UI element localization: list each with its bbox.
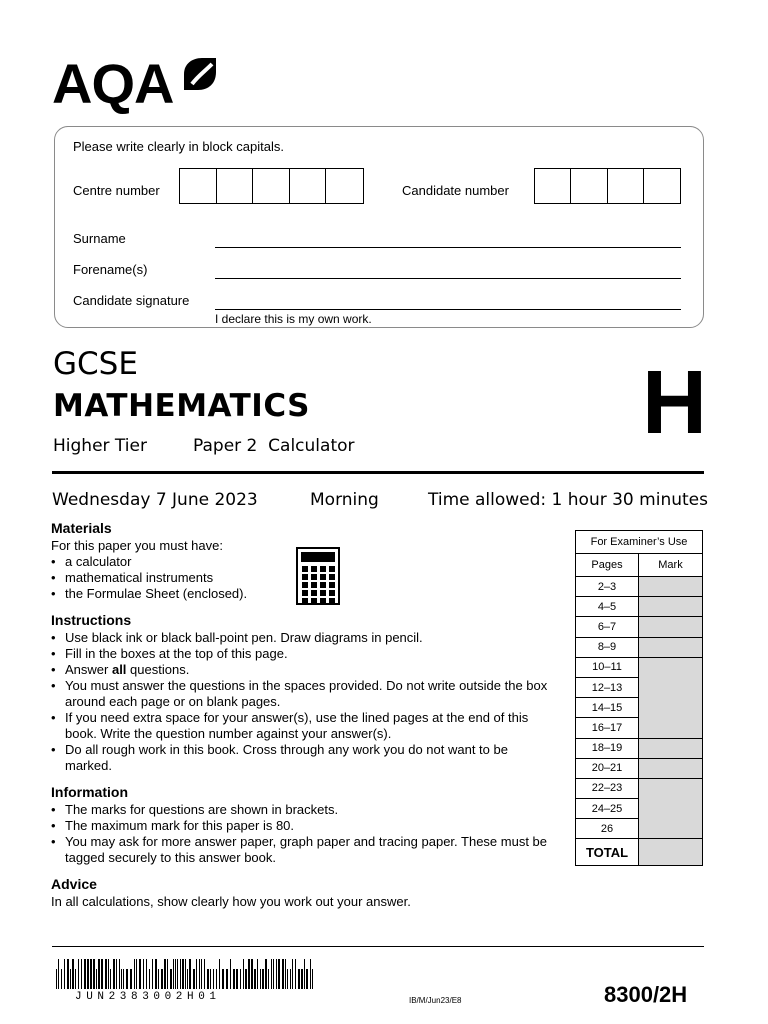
aqa-logo: AQA: [52, 52, 174, 115]
list-item: • Do all rough work in this book. Cross through any work you do not want to be marked.: [51, 742, 551, 774]
pages-cell: 2–3: [576, 577, 639, 597]
list-item: • You may ask for more answer paper, graph paper and tracing paper. These must be tagged securely to this answer book.: [51, 834, 551, 866]
pages-cell: 16–17: [576, 718, 639, 738]
list-item: • Use black ink or black ball-point pen. Draw diagrams in pencil.: [51, 630, 551, 646]
pages-cell: 14–15: [576, 698, 639, 718]
pages-cell: 12–13: [576, 677, 639, 697]
centre-number-boxes[interactable]: [179, 168, 364, 204]
information-list: [51, 802, 551, 866]
list-item: • The marks for questions are shown in brackets.: [51, 802, 551, 818]
qualification-title: GCSE: [53, 346, 138, 382]
pages-cell: 18–19: [576, 738, 639, 758]
information-heading: Information: [51, 784, 128, 800]
paper-label: Paper 2 Calculator: [193, 436, 355, 456]
leaf-logo-icon: [182, 56, 218, 92]
list-item: • Fill in the boxes at the top of this page.: [51, 646, 551, 662]
surname-label: Surname: [73, 231, 126, 246]
signature-field[interactable]: [215, 309, 681, 310]
forename-field[interactable]: [215, 278, 681, 279]
centre-number-label: Centre number: [73, 183, 160, 198]
mark-cell: [639, 758, 703, 778]
materials-intro: For this paper you must have:: [51, 538, 223, 553]
mark-cell: [639, 657, 703, 738]
mark-cell: [639, 778, 703, 839]
mark-cell: [639, 577, 703, 597]
list-item: • You must answer the questions in the spaces provided. Do not write outside the box around each page or on blank pages.: [51, 678, 551, 710]
calculator-icon: [296, 547, 340, 605]
advice-text: In all calculations, show clearly how you work out your answer.: [51, 894, 411, 909]
list-item: • The maximum mark for this paper is 80.: [51, 818, 551, 834]
pages-cell: 22–23: [576, 778, 639, 798]
time-allowed: Time allowed: 1 hour 30 minutes: [428, 490, 708, 510]
advice-heading: Advice: [51, 876, 97, 892]
subject-title: MATHEMATICS: [53, 388, 310, 424]
list-item: • mathematical instruments: [51, 570, 551, 586]
candidate-number-boxes[interactable]: [534, 168, 681, 204]
footer-divider: [52, 946, 704, 947]
examiner-use-table: [575, 530, 703, 866]
pages-cell: 4–5: [576, 597, 639, 617]
exam-date: Wednesday 7 June 2023: [52, 490, 258, 510]
list-item: • a calculator: [51, 554, 551, 570]
mark-cell: [639, 597, 703, 617]
instructions-heading: Instructions: [51, 612, 132, 628]
candidate-number-label: Candidate number: [402, 183, 509, 198]
pages-column-header: Pages: [576, 554, 639, 577]
signature-label: Candidate signature: [73, 293, 190, 308]
reference-code: IB/M/Jun23/E8: [409, 996, 462, 1005]
list-item: • the Formulae Sheet (enclosed).: [51, 586, 551, 602]
pages-cell: 8–9: [576, 637, 639, 657]
mark-cell: [639, 617, 703, 637]
total-label: TOTAL: [576, 839, 639, 866]
block-capitals-instruction: Please write clearly in block capitals.: [73, 139, 284, 154]
forename-label: Forename(s): [73, 262, 148, 277]
pages-cell: 20–21: [576, 758, 639, 778]
declaration-text: I declare this is my own work.: [215, 312, 372, 326]
list-item: • If you need extra space for your answer(s), use the lined pages at the end of this book. Write the question number against your answer(s).: [51, 710, 551, 742]
barcode-text: JUN2383002H01: [75, 991, 221, 1003]
pages-cell: 6–7: [576, 617, 639, 637]
instructions-list: [51, 630, 551, 774]
surname-field[interactable]: [215, 247, 681, 248]
exam-session: Morning: [310, 490, 379, 510]
total-mark-cell: [639, 839, 703, 866]
pages-cell: 10–11: [576, 657, 639, 677]
mark-cell: [639, 637, 703, 657]
barcode: [56, 959, 316, 989]
examiner-table-title: For Examiner’s Use: [576, 531, 703, 554]
mark-column-header: Mark: [639, 554, 703, 577]
pages-cell: 26: [576, 819, 639, 839]
paper-code: 8300/2H: [604, 982, 688, 1007]
materials-heading: Materials: [51, 520, 112, 536]
list-item: • Answer all questions.: [51, 662, 551, 678]
mark-cell: [639, 738, 703, 758]
pages-cell: 24–25: [576, 799, 639, 819]
tier-letter: H: [642, 353, 707, 453]
tier-label: Higher Tier: [53, 436, 147, 456]
title-divider: [52, 471, 704, 474]
